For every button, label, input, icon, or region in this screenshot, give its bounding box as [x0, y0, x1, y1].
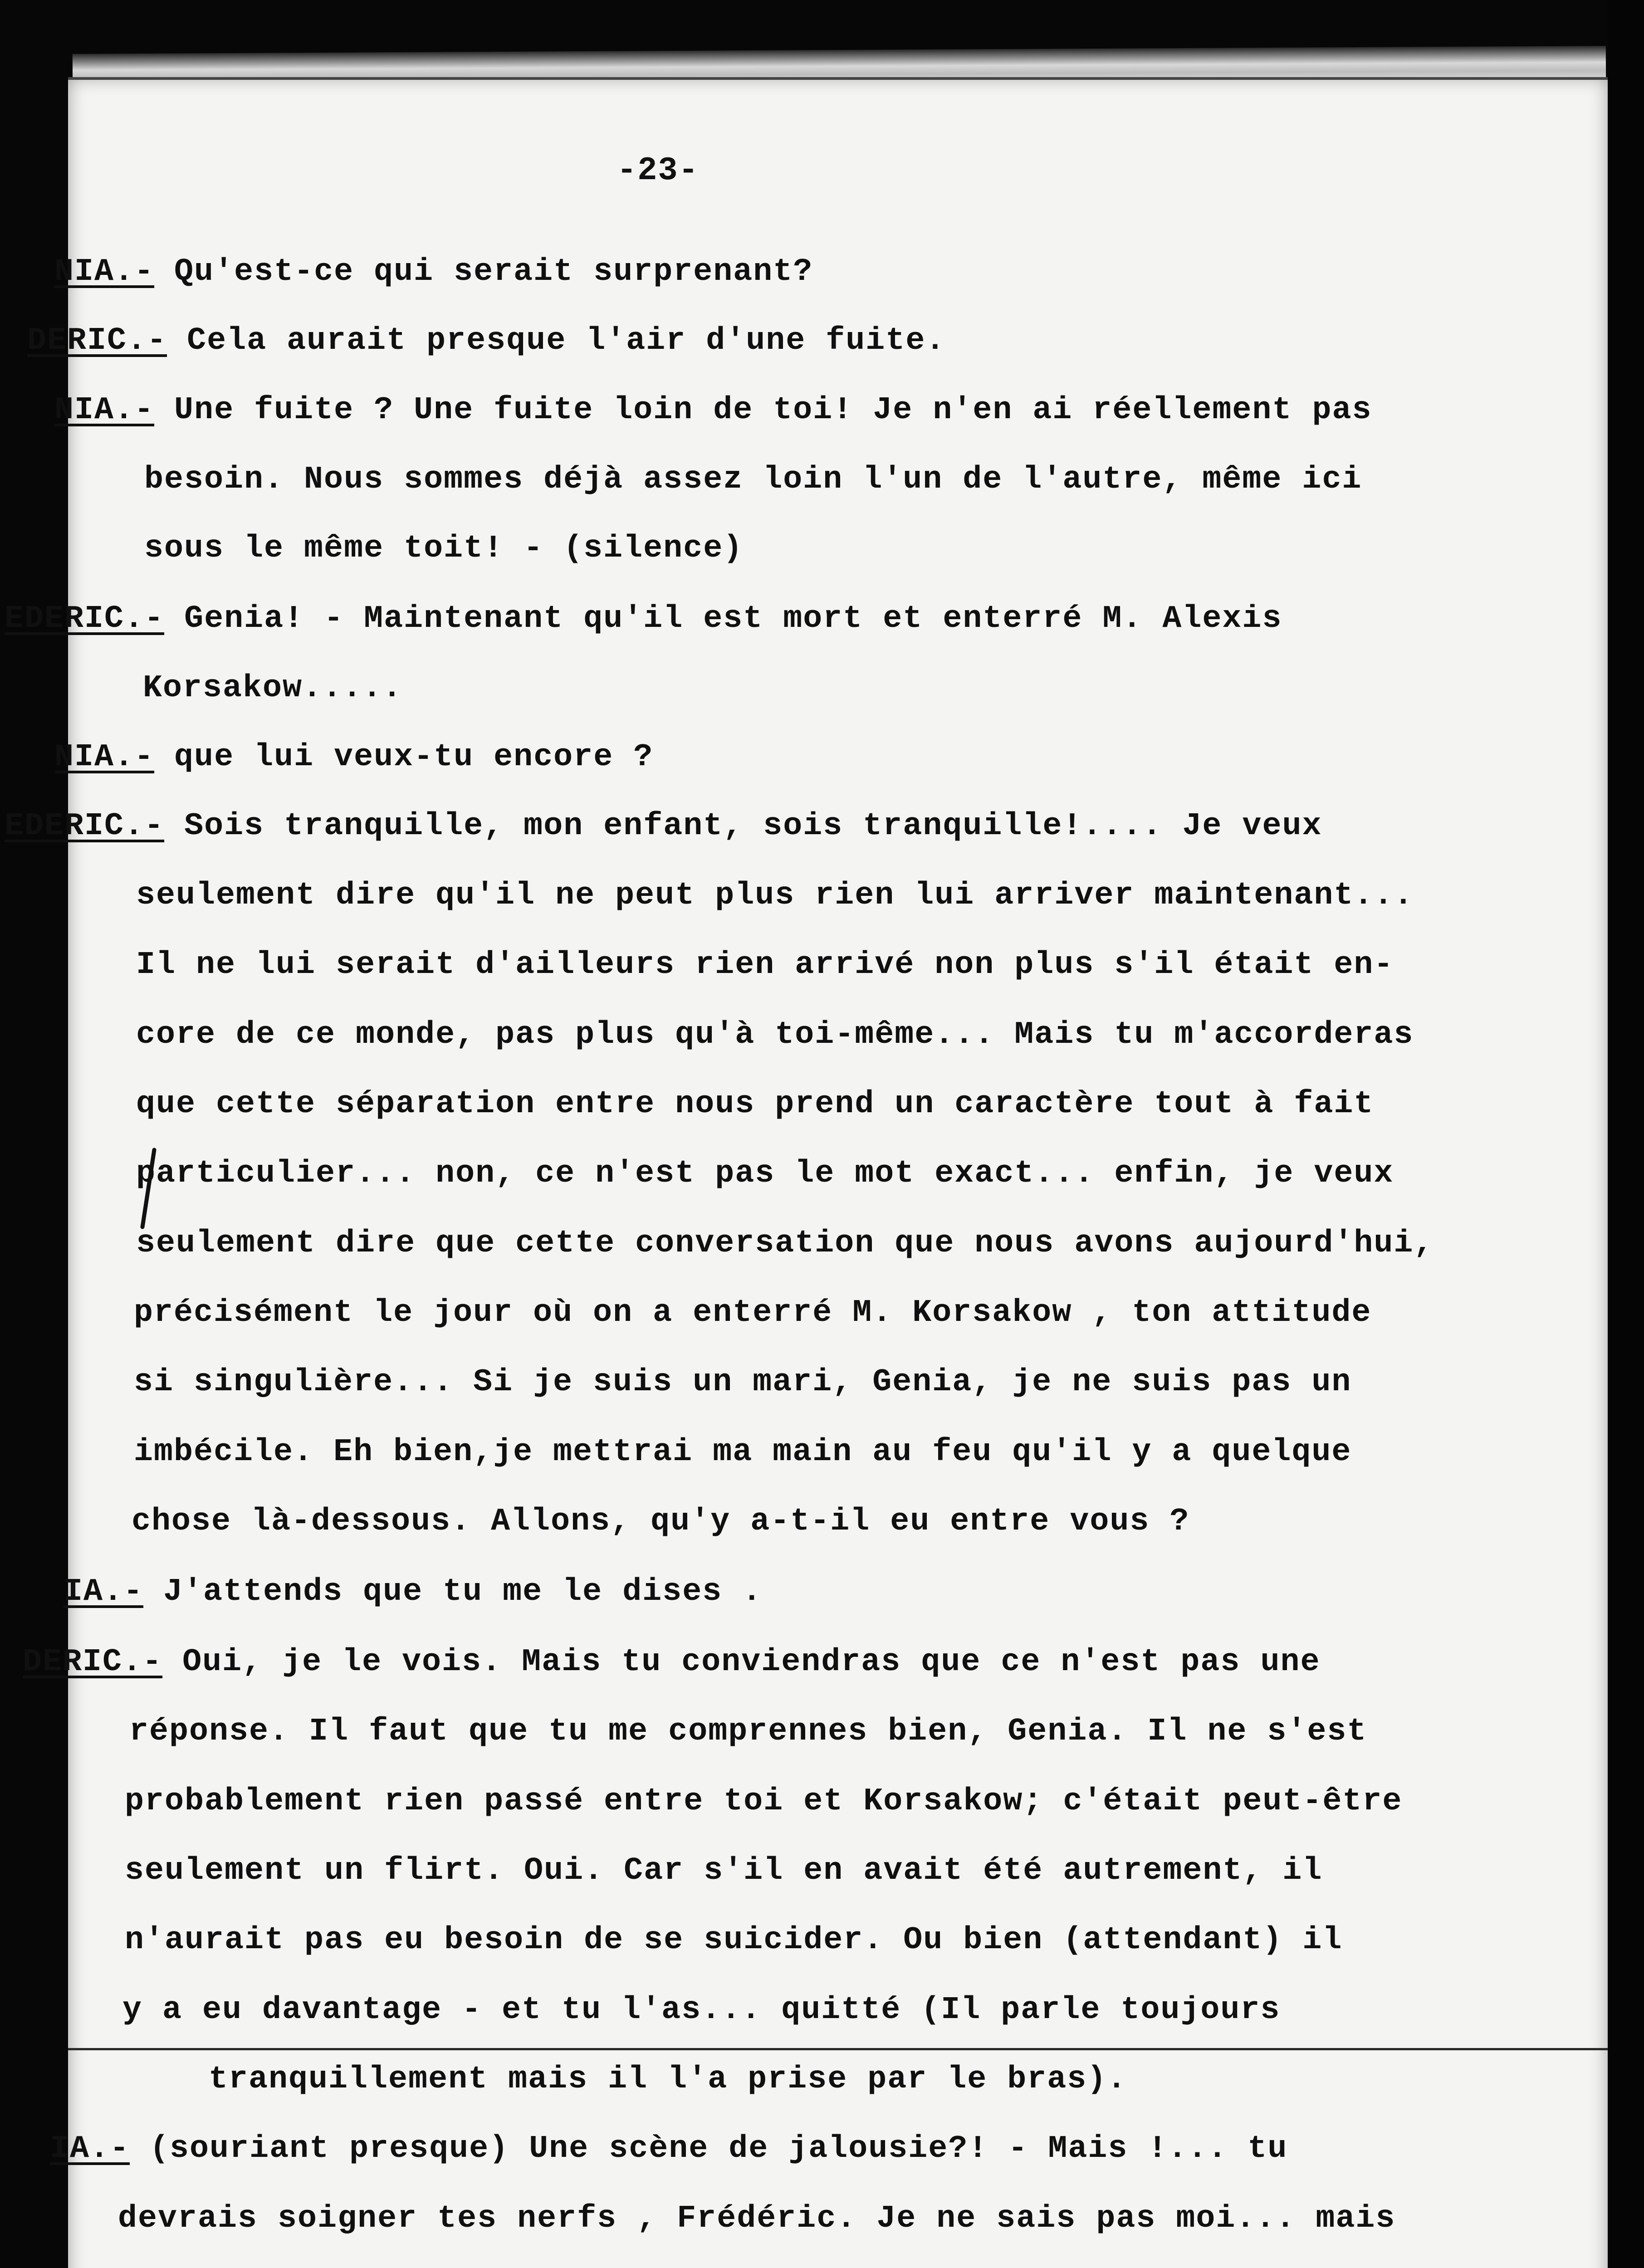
script-line: [129, 1714, 1367, 1750]
line-text: chose là-dessous. Allons, qu'y a-t-il eu entre vous ?: [132, 1504, 1190, 1540]
script-line: [136, 1017, 1414, 1053]
speaker-name: NIA.-: [54, 739, 155, 775]
line-text: probablement rien passé entre toi et Korsakow; c'était peut-être: [125, 1784, 1403, 1819]
scan-border-right: [1608, 0, 1644, 2268]
script-line: [54, 254, 813, 290]
script-line: [136, 1156, 1394, 1192]
speaker-name: EDERIC.-: [5, 808, 165, 844]
line-text: y a eu davantage - et tu l'as... quitté (Il parle toujours: [122, 1992, 1281, 2028]
line-text: seulement dire qu'il ne peut plus rien lui arriver maintenant...: [136, 878, 1414, 914]
script-line: [136, 878, 1414, 914]
line-text: n'aurait pas eu besoin de se suicider. Ou bien (attendant) il: [125, 1922, 1343, 1958]
script-line: [5, 601, 1282, 637]
page-fold-line: [68, 2048, 1608, 2050]
line-text: particulier... non, ce n'est pas le mot exact... enfin, je veux: [136, 1156, 1394, 1192]
script-line: [143, 670, 402, 706]
line-text: J'attends que tu me le dises .: [143, 1574, 763, 1610]
line-text: Cela aurait presque l'air d'une fuite.: [167, 323, 946, 359]
script-line: [54, 392, 1372, 428]
line-text: précisément le jour où on a enterré M. Korsakow , ton attitude: [134, 1295, 1372, 1331]
line-text: seulement dire que cette conversation que nous avons aujourd'hui,: [136, 1226, 1434, 1261]
speaker-name: NIA.-: [54, 392, 155, 428]
script-line: [23, 1644, 1320, 1680]
line-text: tranquillement mais il l'a prise par le bras).: [209, 2062, 1127, 2097]
handwritten-margin-mark: [136, 1148, 163, 1229]
line-text: Genia! - Maintenant qu'il est mort et enterré M. Alexis: [164, 601, 1282, 637]
script-text: [5, 77, 1608, 2268]
line-text: que cette séparation entre nous prend un caractère tout à fait: [136, 1086, 1374, 1122]
script-line: [209, 2062, 1127, 2097]
line-text: Korsakow.....: [143, 670, 403, 706]
script-line: [27, 323, 945, 359]
line-text: seulement un flirt. Oui. Car s'il en avait été autrement, il: [125, 1853, 1323, 1889]
script-line: [64, 1574, 762, 1610]
line-text: Qu'est-ce qui serait surprenant?: [154, 254, 813, 290]
line-text: core de ce monde, pas plus qu'à toi-même... Mais tu m'accorderas: [136, 1017, 1414, 1053]
line-text: besoin. Nous sommes déjà assez loin l'un de l'autre, même ici: [144, 462, 1362, 498]
script-line: [134, 1434, 1351, 1470]
speaker-name: EDERIC.-: [5, 601, 165, 637]
script-line: [122, 1992, 1280, 2028]
speaker-name: DERIC.-: [23, 1644, 163, 1680]
line-text: (souriant presque) Une scène de jalousie?! - Mais !... tu: [130, 2131, 1288, 2167]
script-line: [136, 1086, 1374, 1122]
script-line: [144, 531, 743, 567]
script-line: [118, 2201, 1395, 2237]
line-text: devrais soigner tes nerfs , Frédéric. Je ne sais pas moi... mais: [118, 2201, 1396, 2237]
script-line: [54, 739, 653, 775]
line-text: que lui veux-tu encore ?: [154, 739, 654, 775]
script-line: [132, 1504, 1189, 1540]
line-text: Une fuite ? Une fuite loin de toi! Je n'en ai réellement pas: [154, 392, 1372, 428]
line-text: Oui, je le vois. Mais tu conviendras que ce n'est pas une: [162, 1644, 1321, 1680]
speaker-name: IA.-: [64, 1574, 144, 1610]
speaker-name: DERIC.-: [27, 323, 167, 359]
script-line: [136, 1226, 1434, 1261]
typewritten-sheet: [5, 77, 1608, 2268]
line-text: réponse. Il faut que tu me comprennes bien, Genia. Il ne s'est: [129, 1714, 1367, 1750]
script-line: [134, 1364, 1351, 1400]
page-number: -23-: [617, 152, 699, 189]
script-line: [50, 2131, 1287, 2167]
line-text: sous le même toit! - (silence): [144, 531, 744, 567]
speaker-name: IA.-: [50, 2131, 130, 2167]
script-line: [125, 1922, 1342, 1958]
script-line: [125, 1853, 1322, 1889]
script-line: [136, 947, 1394, 983]
script-line: [5, 808, 1322, 844]
line-text: Sois tranquille, mon enfant, sois tranquille!.... Je veux: [164, 808, 1322, 844]
script-line: [125, 1784, 1402, 1819]
line-text: Il ne lui serait d'ailleurs rien arrivé non plus s'il était en-: [136, 947, 1394, 983]
line-text: imbécile. Eh bien,je mettrai ma main au feu qu'il y a quelque: [134, 1434, 1352, 1470]
script-line: [134, 1295, 1371, 1331]
line-text: si singulière... Si je suis un mari, Genia, je ne suis pas un: [134, 1364, 1352, 1400]
script-line: [144, 462, 1362, 498]
speaker-name: NIA.-: [54, 254, 155, 290]
